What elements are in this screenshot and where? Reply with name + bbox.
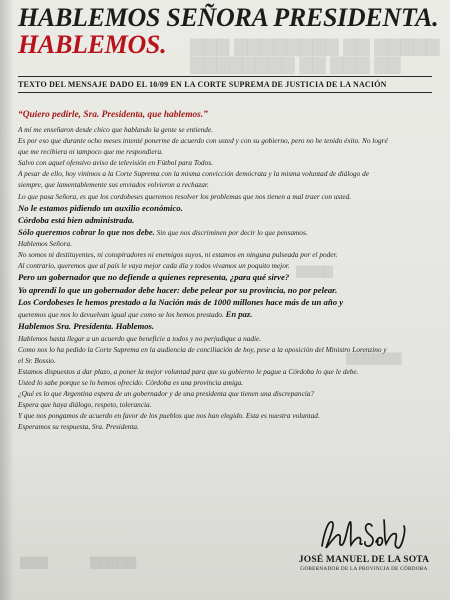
- signer-title: GOBERNADOR DE LA PROVINCIA DE CÓRDOBA: [300, 566, 428, 572]
- paragraph: Usted lo sabe porque se lo hemos ofrecido. Córdoba es una provincia amiga.: [18, 378, 244, 388]
- paragraph: ¿Qué es lo que Argentina espera de un gobernador y de una presidenta que tienen una discrepancia?: [18, 389, 315, 399]
- paragraph: Hablemos hasta llegar a un acuerdo que beneficie a todos y no perjudique a nadie.: [18, 333, 262, 343]
- paragraph: siempre, que lamentablemente sus enviados volvieron a rechazar.: [18, 180, 209, 190]
- mixed-normal-part: queremos que nos lo devuelvan igual que como se los hemos prestado.: [18, 310, 226, 319]
- paragraph: Estamos dispuestos a dar plazo, a poner la mejor voluntad para que su gobierno le pague a Córdoba lo que le debe.: [18, 366, 359, 376]
- paragraph: Es por eso que durante ocho meses intenté ponerme de acuerdo con usted y con su gobierno, pero no he tenido éxito. No logré: [18, 136, 388, 146]
- subtitle: TEXTO DEL MENSAJE DADO EL 10/09 EN LA CORTE SUPREMA DE JUSTICIA DE LA NACIÓN: [18, 80, 387, 89]
- bold-statement: Los Cordobeses le hemos prestado a la Nación más de 1000 millones hace más de un año y: [18, 297, 344, 308]
- bold-statement: Pero un gobernador que no defiende a quienes representa, ¿para qué sirve?: [18, 272, 290, 283]
- mixed-normal-part: Sin que nos discriminen por decir lo que pensamos.: [154, 227, 308, 237]
- bleed-through-texture: ▇▇▇ ▇▇▇▇▇▇▇▇ ▇▇ ▇▇▇▇▇ ▇▇▇▇▇▇▇▇ ▇▇ ▇▇▇ ▇▇ ▇▇▇▇ ▇▇▇▇▇▇ ▇▇▇ ▇▇▇▇▇: [20, 37, 440, 569]
- headline-line-1: HABLEMOS SEÑORA PRESIDENTA.: [18, 3, 439, 32]
- headline-line-2: HABLEMOS.: [18, 30, 167, 59]
- opening-quote: “Quiero pedirle, Sra. Presidenta, que hablemos.”: [18, 110, 208, 120]
- bold-statement: No le estamos pidiendo un auxilio económico.: [18, 202, 183, 213]
- paragraph: Como nos lo ha pedido la Corte Suprema en la audiencia de conciliación de hoy, pese a la oposición del Ministro Lorenzino y: [18, 344, 387, 354]
- paragraph: A pesar de ello, hoy vinimos a la Corte Suprema con la misma convicción demócrata y la misma voluntad de diálogo de: [18, 169, 370, 179]
- bold-statement: Yo aprendí lo que un gobernador debe hacer: debe pelear por su provincia, no por pelear.: [18, 284, 338, 295]
- paragraph: que me recibiera ni tampoco que me respondiera.: [18, 147, 163, 157]
- mixed-paragraph: [18, 227, 438, 238]
- paragraph: Al contrario, queremos que al país le vaya mejor cada día y todos vivamos un poquito mejor.: [18, 261, 290, 271]
- paragraph: Y que nos pongamos de acuerdo en favor de los pueblos que nos han elegido. Esta es nuestra voluntad.: [18, 411, 320, 421]
- paragraph: Hablemos Señora.: [18, 238, 72, 248]
- headline: [18, 4, 444, 58]
- paragraph: No somos ni destituyentes, ni conspiradores ni enemigos suyos, ni estamos en ninguna pulseada por el poder.: [18, 250, 338, 260]
- handwritten-signature: [314, 512, 414, 554]
- mixed-bold-part: Sólo queremos cobrar lo que nos debe.: [18, 226, 155, 237]
- mixed-paragraph: [18, 309, 438, 320]
- message-body: [18, 108, 438, 433]
- paragraph: el Sr. Bossio.: [18, 355, 56, 365]
- bold-statement: Córdoba está bien administrada.: [18, 215, 135, 226]
- subtitle-rule-bottom: [18, 92, 432, 93]
- bold-statement: Hablemos Sra. Presidenta. Hablemos.: [18, 321, 155, 332]
- signature-block: [294, 512, 434, 572]
- subtitle-rule-top: [18, 76, 432, 77]
- paragraph: A mí me enseñaron desde chico que hablando la gente se entiende.: [18, 125, 213, 134]
- signer-name: JOSÉ MANUEL DE LA SOTA: [298, 555, 430, 565]
- paragraph: Esperamos su respuesta, Sra. Presidenta.: [18, 422, 139, 432]
- paragraph: Lo que pasa Señora, es que los cordobeses queremos resolver los problemas que nos tienen a mal traer con usted.: [18, 191, 352, 201]
- mixed-bold-part: En paz.: [225, 309, 253, 319]
- paragraph: Salvo con aquel ofensivo aviso de televisión en Fútbol para Todos.: [18, 158, 213, 168]
- paragraph: Espera que haya diálogo, respeto, tolerancia.: [18, 400, 152, 410]
